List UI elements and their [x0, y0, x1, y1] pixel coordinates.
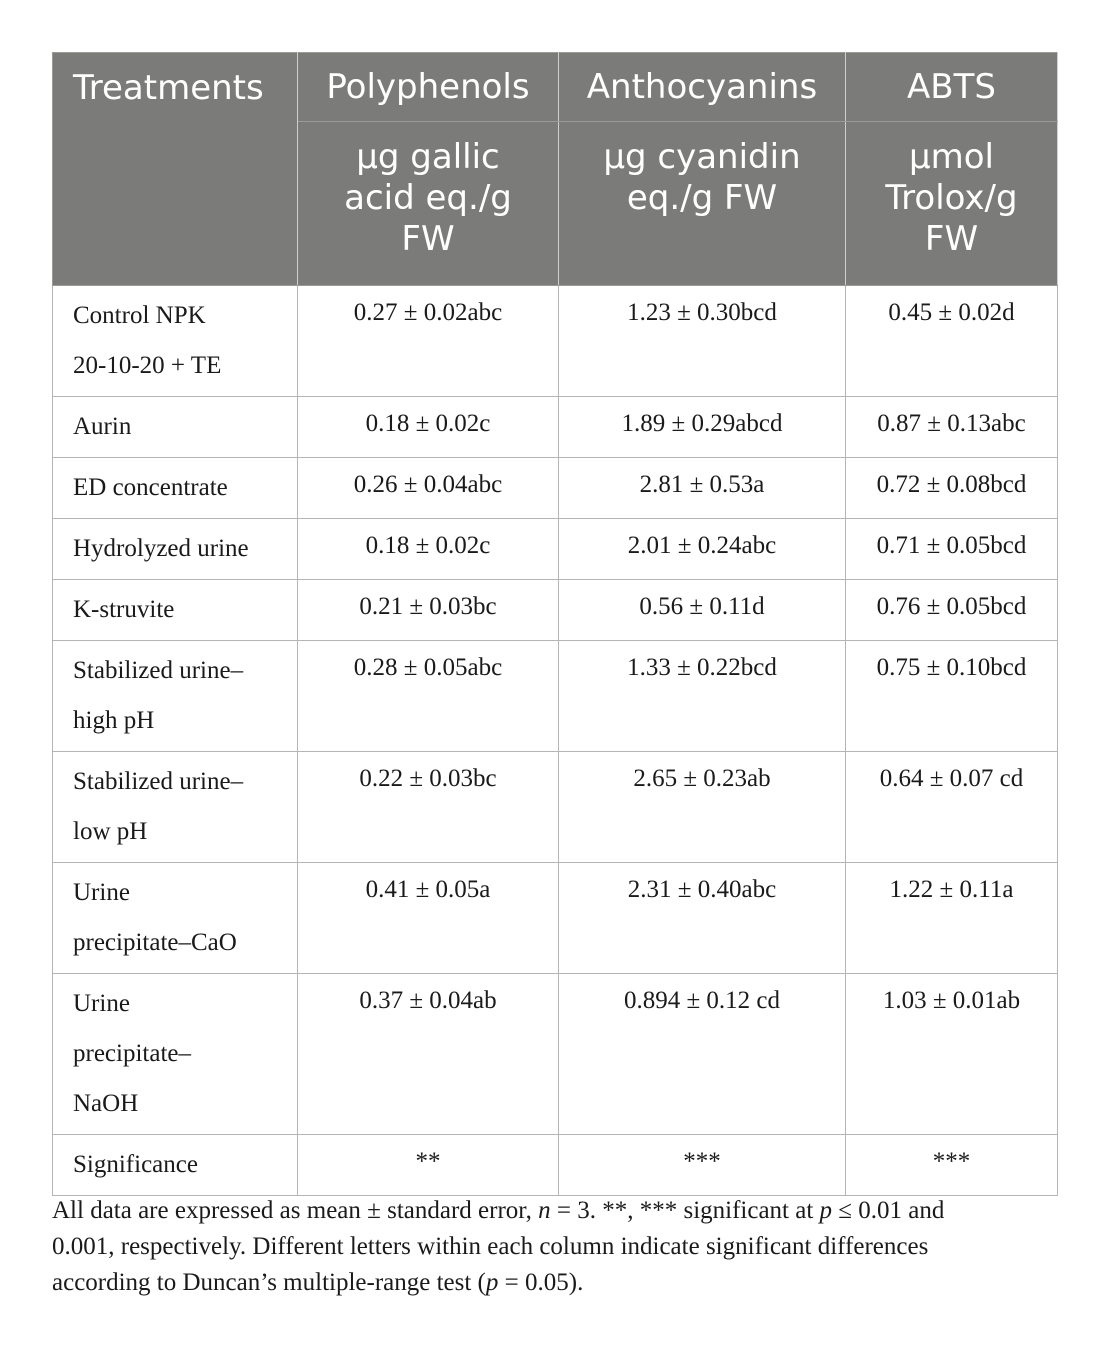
abts-value: 0.76 ± 0.05bcd — [846, 580, 1058, 641]
footnote-line-3 — [52, 1265, 1062, 1301]
polyphenols-value: 0.18 ± 0.02c — [298, 397, 559, 458]
footnote-text: = 0.05). — [498, 1269, 584, 1296]
treatment-name-line: Control NPK — [73, 302, 206, 329]
polyphenols-value: 0.26 ± 0.04abc — [298, 458, 559, 519]
abts-value: 0.71 ± 0.05bcd — [846, 519, 1058, 580]
anthocyanins-value: *** — [559, 1135, 846, 1196]
treatment-name-line: K-struvite — [73, 596, 175, 623]
anthocyanins-value: 2.65 ± 0.23ab — [559, 752, 846, 863]
table-row — [53, 863, 1058, 974]
treatment-name — [53, 863, 298, 974]
header-treatments: Treatments — [53, 53, 298, 286]
unit-abts — [846, 122, 1058, 286]
polyphenols-value: 0.37 ± 0.04ab — [298, 974, 559, 1135]
unit-line: eq./g FW — [626, 178, 778, 218]
treatment-name-line: precipitate– — [73, 1040, 191, 1067]
footnote-text: according to Duncan’s multiple-range test ( — [52, 1269, 486, 1296]
footnote-italic: p — [485, 1269, 499, 1296]
table-row — [53, 458, 1058, 519]
footnote-line-2: 0.001, respectively. Different letters within each column indicate significant differences — [52, 1233, 929, 1260]
treatment-name — [53, 286, 298, 397]
table-body — [53, 286, 1058, 1196]
table-row — [53, 1135, 1058, 1196]
treatment-name — [53, 580, 298, 641]
treatment-name-line: NaOH — [73, 1090, 139, 1117]
polyphenols-value: 0.27 ± 0.02abc — [298, 286, 559, 397]
anthocyanins-value: 2.81 ± 0.53a — [559, 458, 846, 519]
unit-line: FW — [924, 219, 979, 259]
footnote-text: All data are expressed as mean ± standard error, — [52, 1197, 539, 1224]
treatment-name — [53, 458, 298, 519]
treatment-name-line: Hydrolyzed urine — [73, 535, 249, 562]
treatment-name-line: high pH — [73, 707, 155, 734]
table-row — [53, 974, 1058, 1135]
anthocyanins-value: 0.894 ± 0.12 cd — [559, 974, 846, 1135]
abts-value: 0.64 ± 0.07 cd — [846, 752, 1058, 863]
anthocyanins-value: 2.01 ± 0.24abc — [559, 519, 846, 580]
treatment-name-line: low pH — [73, 818, 148, 845]
polyphenols-value: 0.41 ± 0.05a — [298, 863, 559, 974]
table-row — [53, 641, 1058, 752]
data-table — [52, 52, 1058, 1196]
table-footnote — [52, 1193, 1062, 1301]
polyphenols-value: 0.22 ± 0.03bc — [298, 752, 559, 863]
treatment-name-line: precipitate–CaO — [73, 929, 237, 956]
polyphenols-value: 0.18 ± 0.02c — [298, 519, 559, 580]
footnote-text: ≤ 0.01 and — [832, 1197, 945, 1224]
abts-value: *** — [846, 1135, 1058, 1196]
table-row — [53, 397, 1058, 458]
treatment-name — [53, 1135, 298, 1196]
anthocyanins-value: 1.23 ± 0.30bcd — [559, 286, 846, 397]
header-anthocyanins: Anthocyanins — [559, 53, 846, 122]
data-table-container — [52, 52, 1057, 1196]
unit-line: acid eq./g — [344, 178, 512, 218]
treatment-name — [53, 519, 298, 580]
footnote-text: = 3. **, *** significant at — [550, 1197, 820, 1224]
polyphenols-value: ** — [298, 1135, 559, 1196]
header-abts: ABTS — [846, 53, 1058, 122]
treatment-name — [53, 974, 298, 1135]
treatment-name — [53, 641, 298, 752]
abts-value: 1.03 ± 0.01ab — [846, 974, 1058, 1135]
treatment-name-line: Significance — [73, 1151, 198, 1178]
anthocyanins-value: 2.31 ± 0.40abc — [559, 863, 846, 974]
unit-line: Trolox/g — [885, 178, 1018, 218]
treatment-name-line: 20-10-20 + TE — [73, 352, 222, 379]
unit-line: µmol — [909, 137, 994, 177]
treatment-name-line: Stabilized urine– — [73, 768, 244, 795]
abts-value: 0.45 ± 0.02d — [846, 286, 1058, 397]
table-row — [53, 519, 1058, 580]
unit-line: FW — [401, 219, 455, 259]
polyphenols-value: 0.28 ± 0.05abc — [298, 641, 559, 752]
treatment-name — [53, 752, 298, 863]
unit-polyphenols — [298, 122, 559, 286]
abts-value: 0.75 ± 0.10bcd — [846, 641, 1058, 752]
treatment-name-line: Urine — [73, 990, 130, 1017]
table-row — [53, 580, 1058, 641]
unit-anthocyanins — [559, 122, 846, 286]
table-header — [53, 53, 1058, 286]
anthocyanins-value: 1.33 ± 0.22bcd — [559, 641, 846, 752]
header-polyphenols: Polyphenols — [298, 53, 559, 122]
footnote-line-1 — [52, 1193, 1062, 1229]
abts-value: 1.22 ± 0.11a — [846, 863, 1058, 974]
footnote-italic: n — [538, 1197, 551, 1224]
treatment-name-line: Urine — [73, 879, 130, 906]
abts-value: 0.72 ± 0.08bcd — [846, 458, 1058, 519]
treatment-name-line: ED concentrate — [73, 474, 228, 501]
table-row — [53, 286, 1058, 397]
unit-line: µg cyanidin — [603, 137, 801, 177]
abts-value: 0.87 ± 0.13abc — [846, 397, 1058, 458]
unit-line: µg gallic — [356, 137, 500, 177]
polyphenols-value: 0.21 ± 0.03bc — [298, 580, 559, 641]
table-row — [53, 752, 1058, 863]
treatment-name-line: Aurin — [73, 413, 132, 440]
anthocyanins-value: 1.89 ± 0.29abcd — [559, 397, 846, 458]
treatment-name-line: Stabilized urine– — [73, 657, 244, 684]
footnote-italic: p — [819, 1197, 833, 1224]
anthocyanins-value: 0.56 ± 0.11d — [559, 580, 846, 641]
treatment-name — [53, 397, 298, 458]
